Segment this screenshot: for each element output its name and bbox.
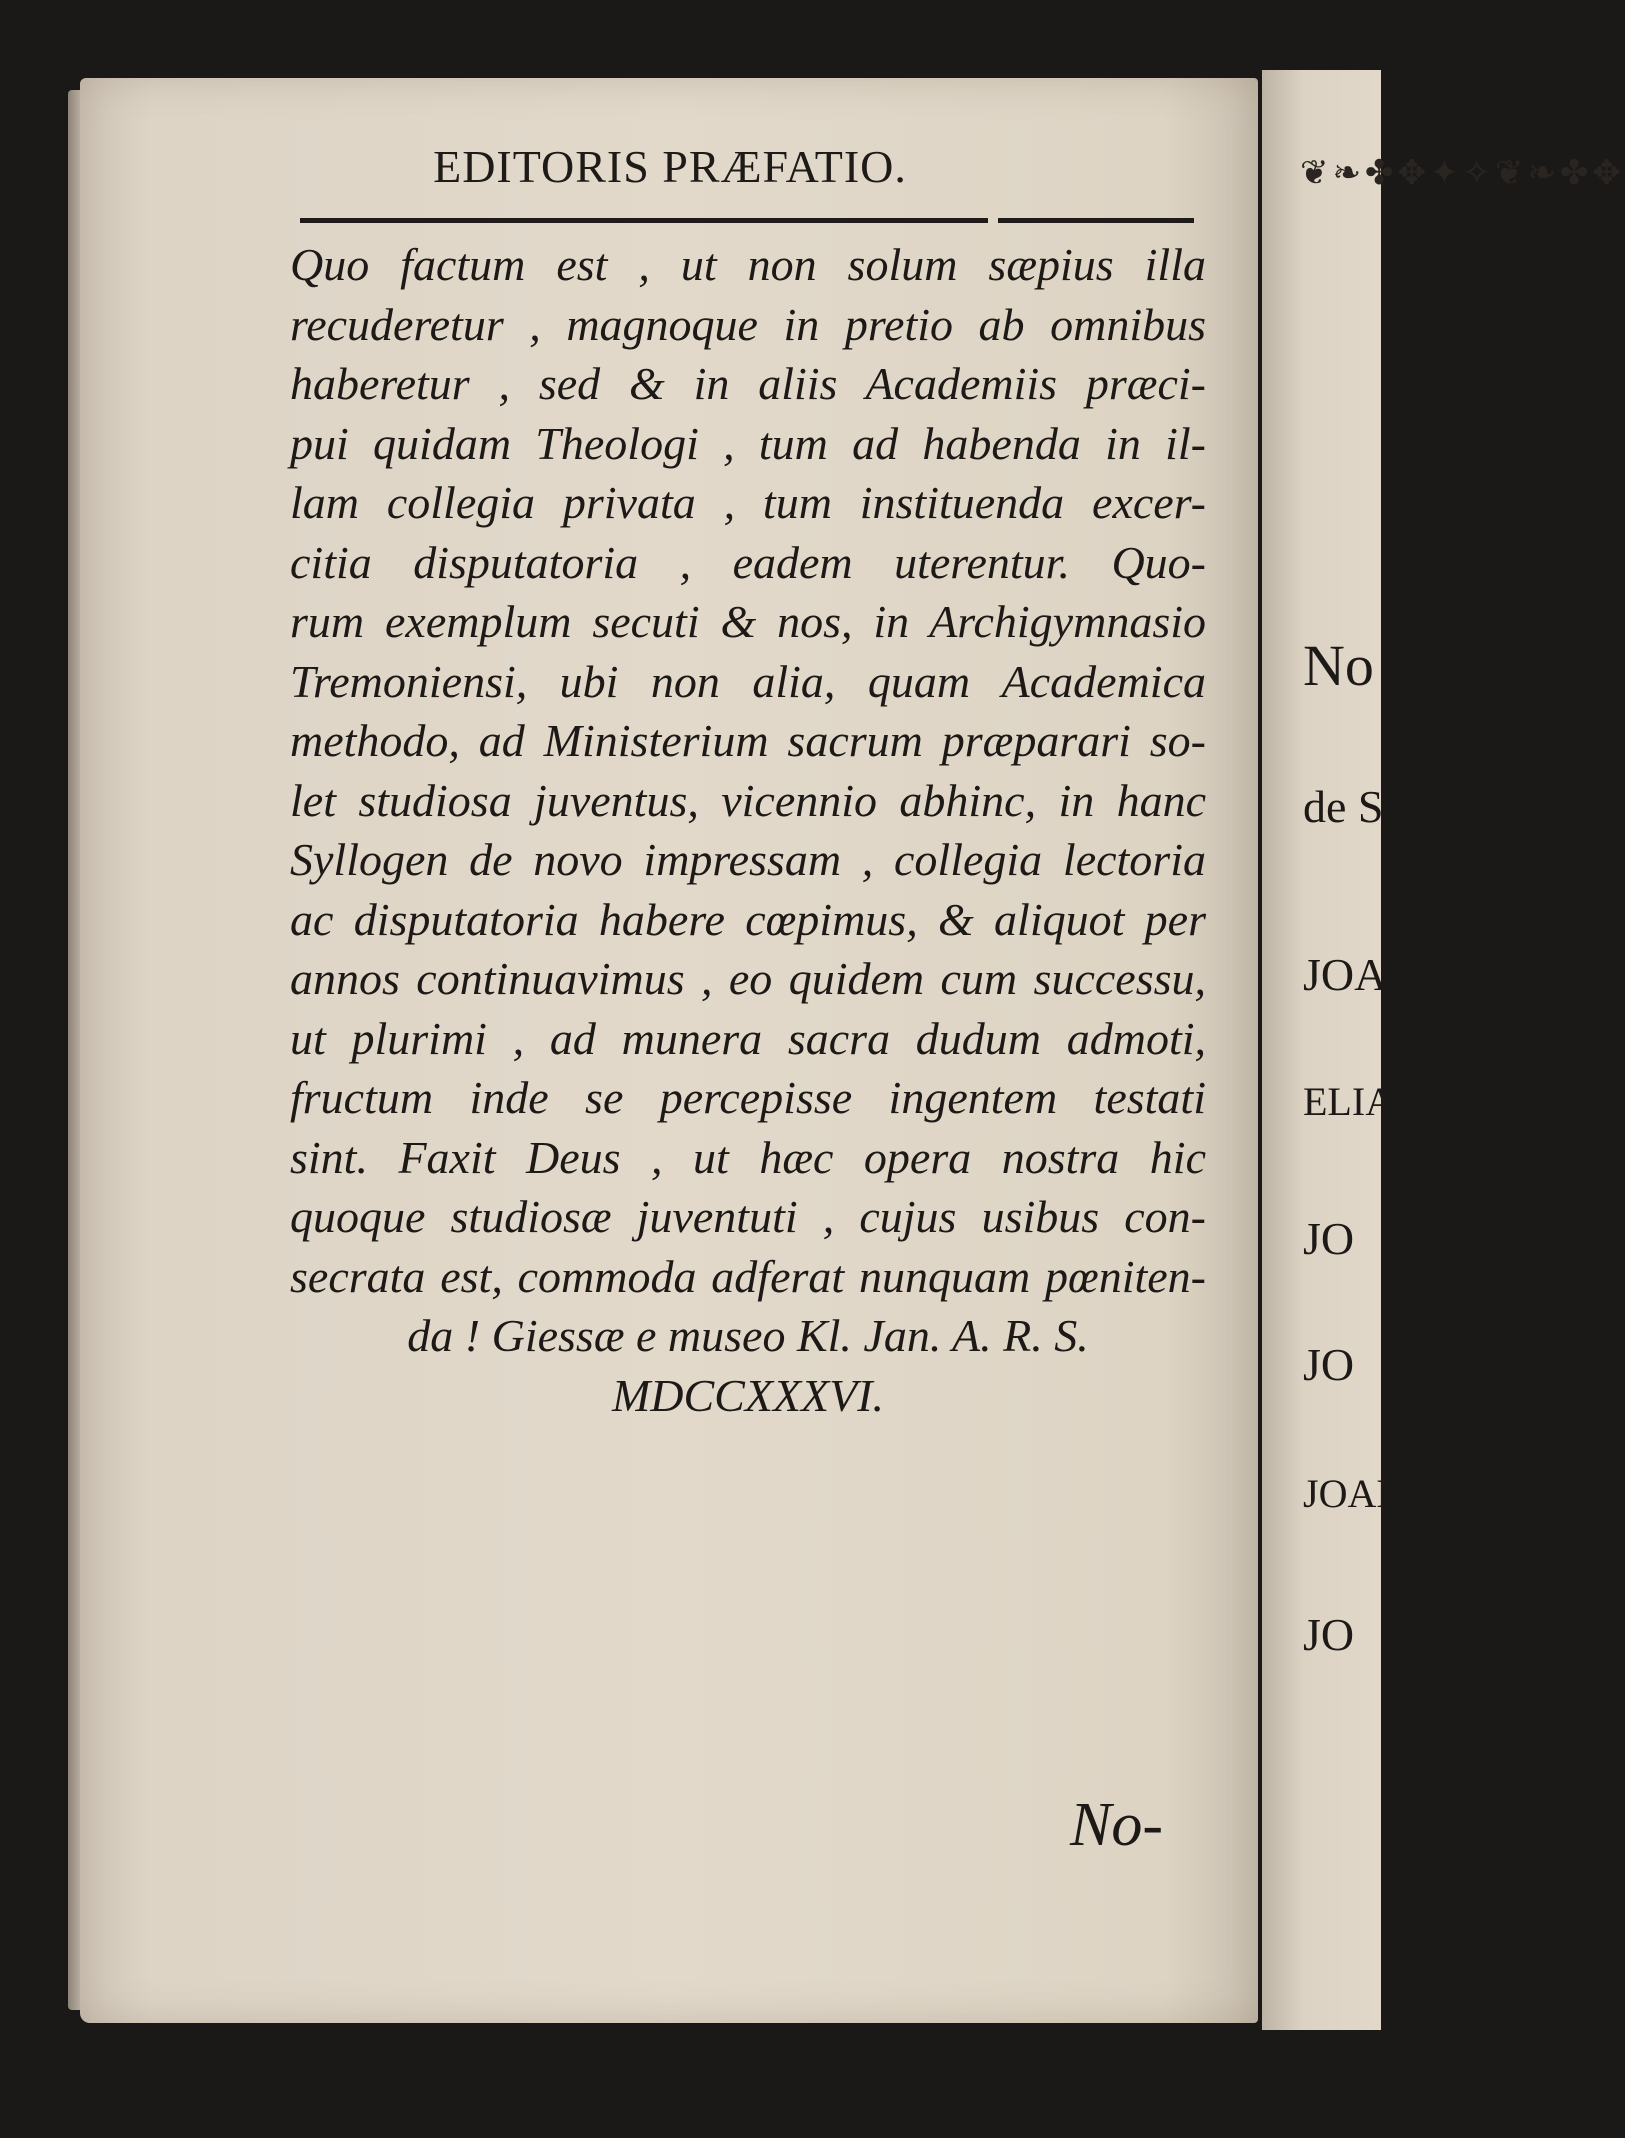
- text-line: sint. Faxit Deus , ut hæc opera nostra hic: [290, 1131, 1206, 1183]
- text-line: lam collegia privata , tum instituenda excer-: [290, 477, 1206, 528]
- text-line: Quo factum est , ut non solum sæpius illa: [290, 239, 1206, 290]
- header-rule-left: [300, 218, 988, 223]
- text-line: quoque studiosæ juventuti , cujus usibus con-: [290, 1191, 1206, 1242]
- text-line: Syllogen de novo impressam , collegia lectoria: [290, 834, 1206, 885]
- text-line: methodo, ad Ministerium sacrum præparari so-: [290, 715, 1206, 766]
- facing-page-text: JOA: [1303, 949, 1388, 1000]
- preface-text: [290, 235, 1206, 1425]
- facing-page-text: de S: [1303, 781, 1384, 832]
- header-rule-right: [998, 218, 1194, 223]
- catchword: No-: [1070, 1791, 1163, 1859]
- text-line: pui quidam Theologi , tum ad habenda in il-: [290, 417, 1206, 469]
- ornament-band: ❦❧✤✥✦✧❦❧✤✥: [1300, 153, 1625, 193]
- facing-page-text: JO: [1303, 1609, 1355, 1660]
- text-line: haberetur , sed & in aliis Academiis præci-: [290, 358, 1206, 409]
- facing-page-text: JO: [1303, 1339, 1355, 1390]
- text-line-dateline: da ! Giessæ e museo Kl. Jan. A. R. S.: [407, 1310, 1089, 1361]
- facing-page-text: JOAN: [1303, 1471, 1406, 1516]
- text-line-year: MDCCXXXVI.: [611, 1369, 885, 1421]
- running-head: EDITORIS PRÆFATIO.: [433, 141, 907, 192]
- text-line: recuderetur , magnoque in pretio ab omnibus: [290, 298, 1206, 350]
- facing-page-text: ELIA: [1303, 1079, 1395, 1124]
- text-line: ut plurimi , ad munera sacra dudum admoti,: [290, 1012, 1206, 1064]
- text-line: ac disputatoria habere cœpimus, & aliquot per: [290, 893, 1206, 945]
- text-line: annos continuavimus , eo quidem cum successu,: [290, 953, 1206, 1004]
- text-line: citia disputatoria , eadem uterentur. Quo-: [290, 536, 1206, 588]
- text-line: secrata est, commoda adferat nunquam pœniten-: [290, 1250, 1206, 1302]
- text-line: fructum inde se percepisse ingentem testati: [290, 1072, 1206, 1123]
- facing-page-text: JO: [1303, 1213, 1355, 1264]
- text-line: Tremoniensi, ubi non alia, quam Academica: [290, 655, 1206, 707]
- text-line: rum exemplum secuti & nos, in Archigymnasio: [290, 596, 1206, 647]
- text-line: let studiosa juventus, vicennio abhinc, in hanc: [290, 774, 1206, 826]
- facing-page-text: No: [1303, 633, 1374, 698]
